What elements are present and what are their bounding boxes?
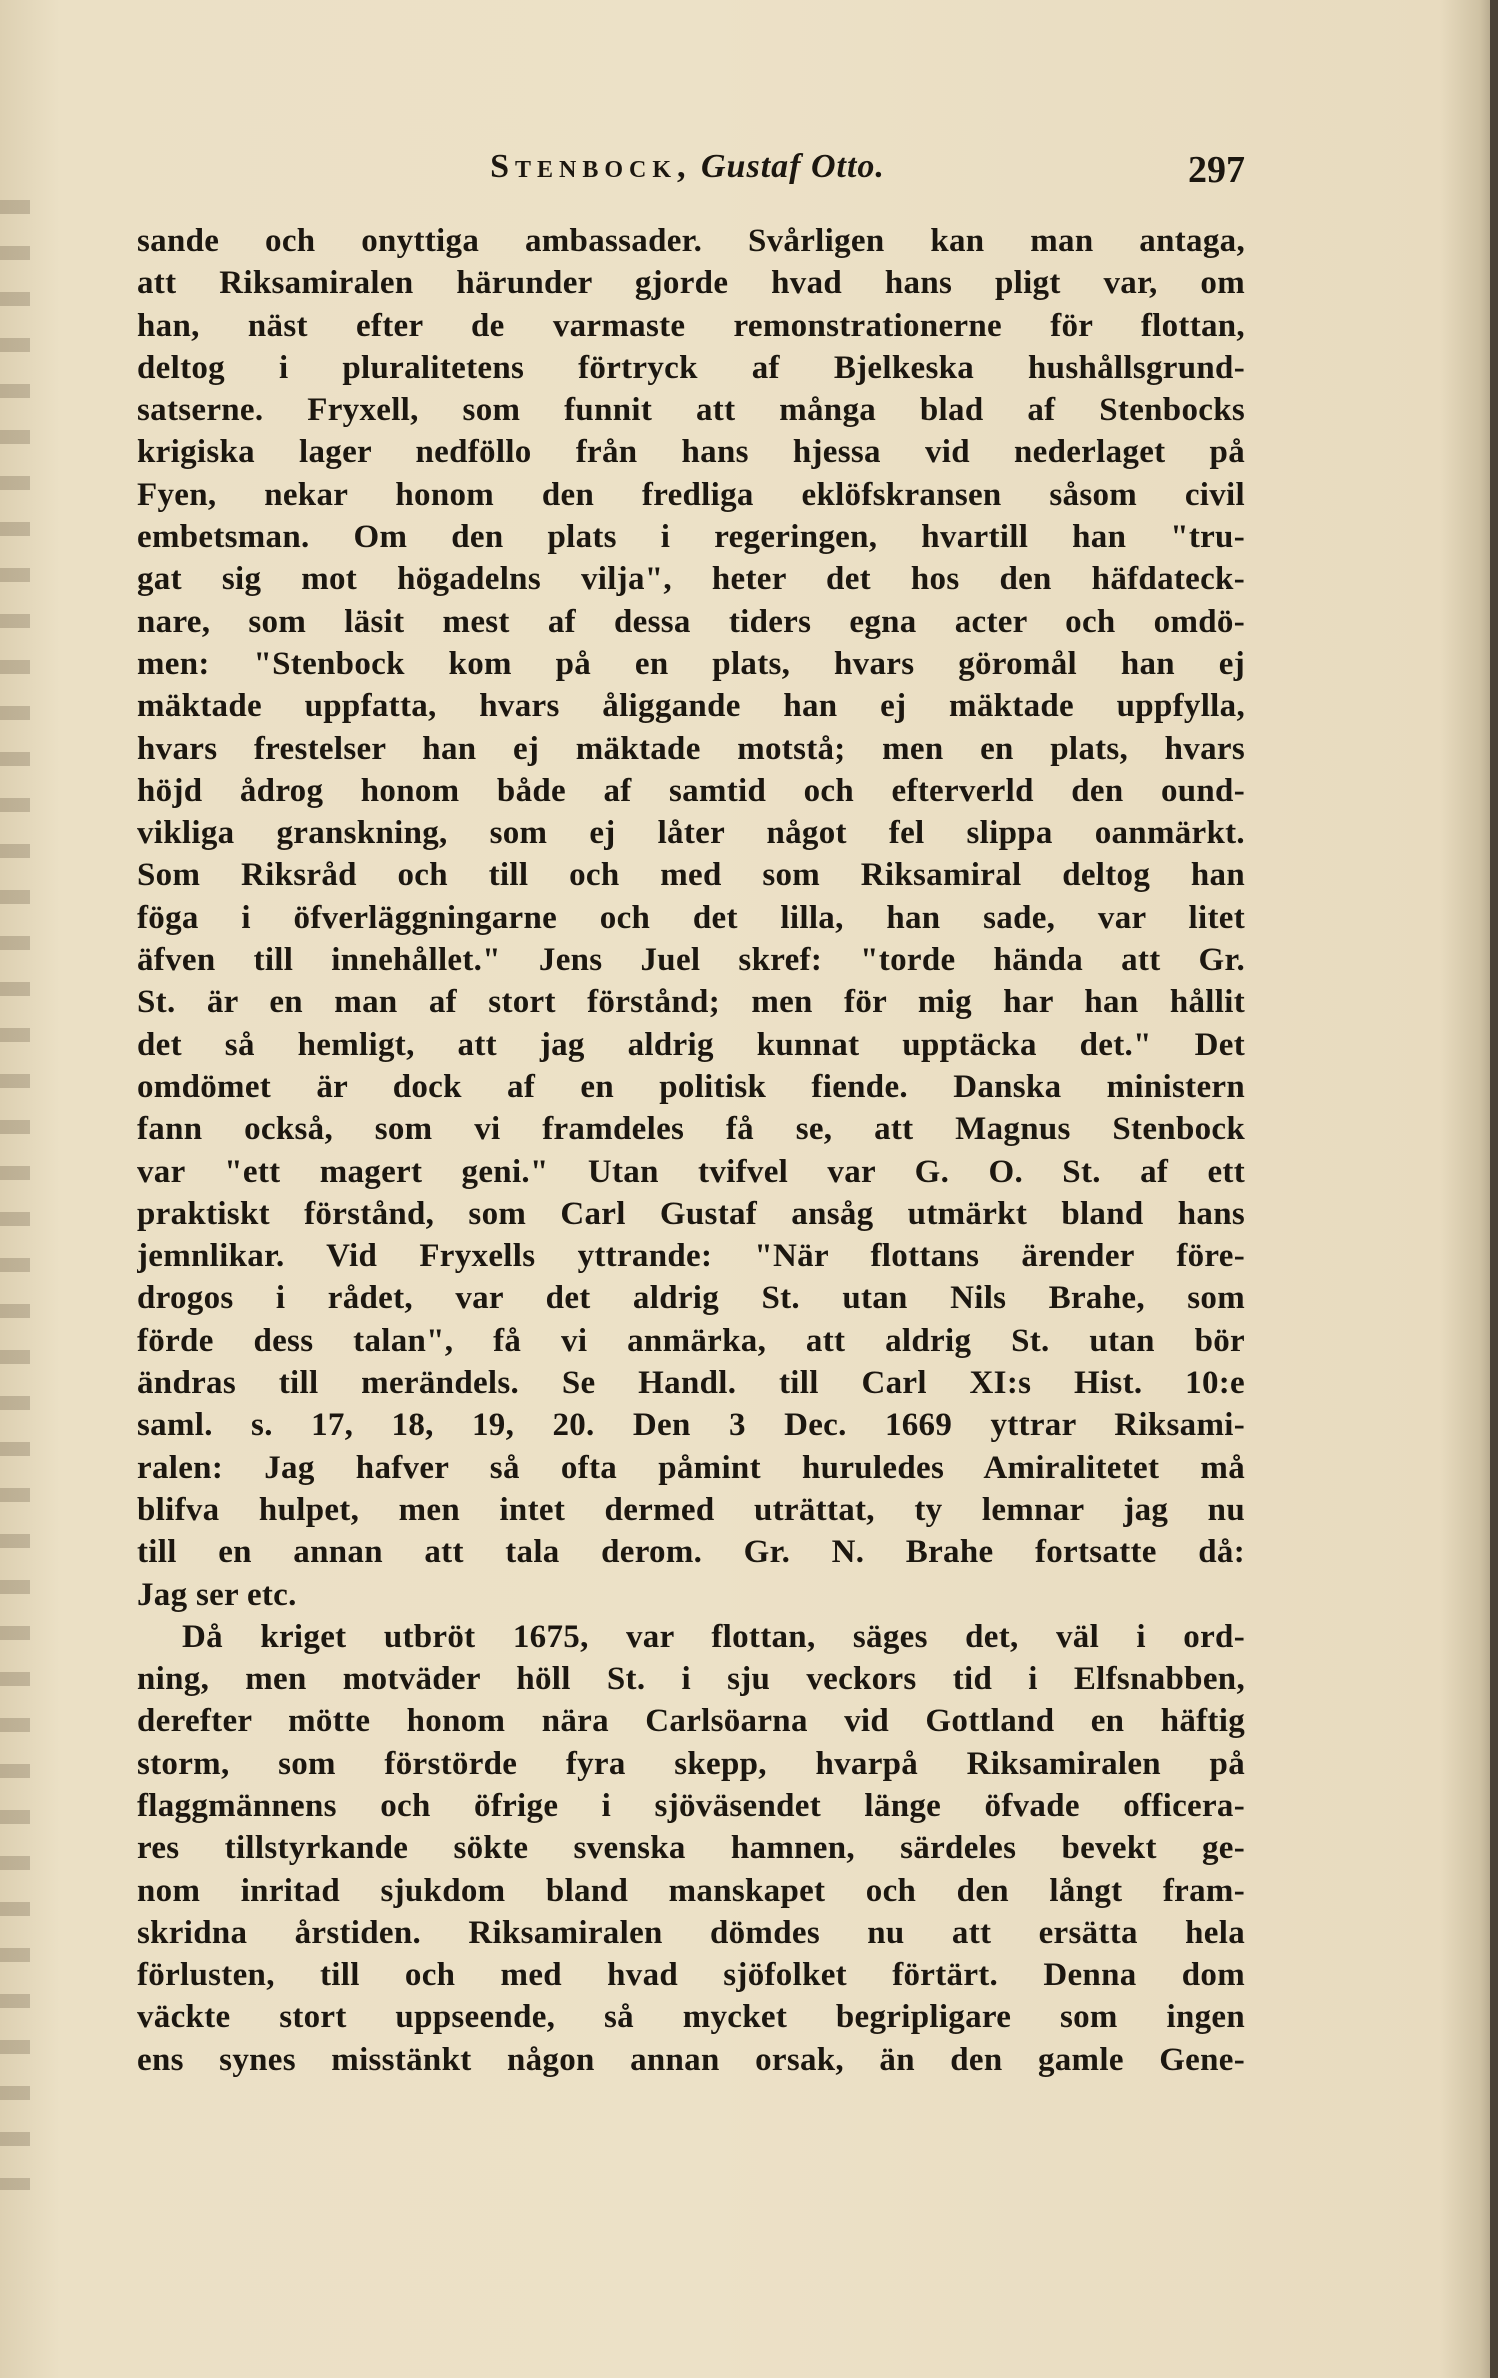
- text-line: blifva hulpet, men intet dermed uträttat, ty lemnar jag nu: [137, 1491, 1245, 1528]
- text-line: skridna årstiden. Riksamiralen dömdes nu att ersätta hela: [137, 1914, 1245, 1951]
- text-line: att Riksamiralen härunder gjorde hvad hans pligt var, om: [137, 265, 1245, 302]
- text-line: omdömet är dock af en politisk fiende. Danska ministern: [137, 1068, 1245, 1105]
- text-line: krigiska lager nedföllo från hans hjessa vid nederlaget på: [137, 434, 1245, 471]
- text-line: Fyen, nekar honom den fredliga eklöfskransen såsom civil: [137, 476, 1245, 513]
- text-line: embetsman. Om den plats i regeringen, hvartill han "tru-: [137, 519, 1245, 556]
- text-line: mäktade uppfatta, hvars åliggande han ej mäktade uppfylla,: [137, 688, 1245, 725]
- text-line: drogos i rådet, var det aldrig St. utan Nils Brahe, som: [137, 1280, 1245, 1317]
- text-line: var "ett magert geni." Utan tvifvel var G. O. St. af ett: [137, 1153, 1245, 1190]
- text-line: saml. s. 17, 18, 19, 20. Den 3 Dec. 1669 yttrar Riksami-: [137, 1407, 1245, 1444]
- text-line: deltog i pluralitetens förtryck af Bjelkeska hushållsgrund-: [137, 349, 1245, 386]
- text-line: Som Riksråd och till och med som Riksamiral deltog han: [137, 857, 1245, 894]
- page-edge-shadow: [1490, 0, 1498, 2378]
- text-line: satserne. Fryxell, som funnit att många blad af Stenbocks: [137, 392, 1245, 429]
- text-line: det så hemligt, att jag aldrig kunnat upptäcka det." Det: [137, 1026, 1245, 1063]
- text-line: gat sig mot högadelns vilja", heter det hos den häfdateck-: [137, 561, 1245, 598]
- text-line: föga i öfverläggningarne och det lilla, han sade, var litet: [137, 899, 1245, 936]
- text-line: ralen: Jag hafver så ofta påmint huruledes Amiralitetet må: [137, 1449, 1245, 1486]
- text-line: flaggmännens och öfrige i sjöväsendet länge öfvade officera-: [137, 1787, 1245, 1824]
- text-line: nare, som läsit mest af dessa tiders egna acter och omdö-: [137, 603, 1245, 640]
- running-head-subtitle: Gustaf Otto.: [701, 148, 885, 185]
- running-head-name: Stenbock,: [490, 148, 692, 185]
- running-head: [130, 148, 1245, 186]
- page-header: [130, 148, 1245, 198]
- text-line: han, näst efter de varmaste remonstrationerne för flottan,: [137, 307, 1245, 344]
- text-line: St. är en man af stort förstånd; men för mig har han hållit: [137, 984, 1245, 1021]
- paragraph-end-line: Jag ser etc.: [137, 1576, 297, 1613]
- text-line: väckte stort uppseende, så mycket begripligare som ingen: [137, 1999, 1245, 2036]
- text-line: nom inritad sjukdom bland manskapet och den långt fram-: [137, 1872, 1245, 1909]
- text-line: ning, men motväder höll St. i sju veckors tid i Elfsnabben,: [137, 1661, 1245, 1698]
- text-line: höjd ådrog honom både af samtid och efterverld den ound-: [137, 772, 1245, 809]
- text-line: förde dess talan", få vi anmärka, att aldrig St. utan bör: [137, 1322, 1245, 1359]
- text-line: äfven till innehållet." Jens Juel skref: "torde hända att Gr.: [137, 942, 1245, 979]
- text-line: fann också, som vi framdeles få se, att Magnus Stenbock: [137, 1111, 1245, 1148]
- text-line: res tillstyrkande sökte svenska hamnen, särdeles bevekt ge-: [137, 1830, 1245, 1867]
- text-line: ens synes misstänkt någon annan orsak, än den gamle Gene-: [137, 2041, 1245, 2078]
- text-line: storm, som förstörde fyra skepp, hvarpå Riksamiralen på: [137, 1745, 1245, 1782]
- text-line: derefter mötte honom nära Carlsöarna vid Gottland en häftig: [137, 1703, 1245, 1740]
- binding-gutter: [0, 200, 30, 2190]
- text-line: praktiskt förstånd, som Carl Gustaf ansåg utmärkt bland hans: [137, 1195, 1245, 1232]
- text-line: jemnlikar. Vid Fryxells yttrande: "När flottans ärender före-: [137, 1238, 1245, 1275]
- text-line: hvars frestelser han ej mäktade motstå; men en plats, hvars: [137, 730, 1245, 767]
- page-number: 297: [1188, 149, 1245, 191]
- text-line: ändras till merändels. Se Handl. till Carl XI:s Hist. 10:e: [137, 1365, 1245, 1402]
- text-line: sande och onyttiga ambassader. Svårligen kan man antaga,: [137, 223, 1245, 259]
- text-line: till en annan att tala derom. Gr. N. Brahe fortsatte då:: [137, 1534, 1245, 1571]
- text-line: men: "Stenbock kom på en plats, hvars göromål han ej: [137, 645, 1245, 682]
- body-text: [137, 220, 1245, 2081]
- text-line: förlusten, till och med hvad sjöfolket förtärt. Denna dom: [137, 1957, 1245, 1994]
- text-line: vikliga granskning, som ej låter något fel slippa oanmärkt.: [137, 815, 1245, 852]
- paragraph-start-line: Då kriget utbröt 1675, var flottan, säges det, väl i ord-: [182, 1618, 1245, 1655]
